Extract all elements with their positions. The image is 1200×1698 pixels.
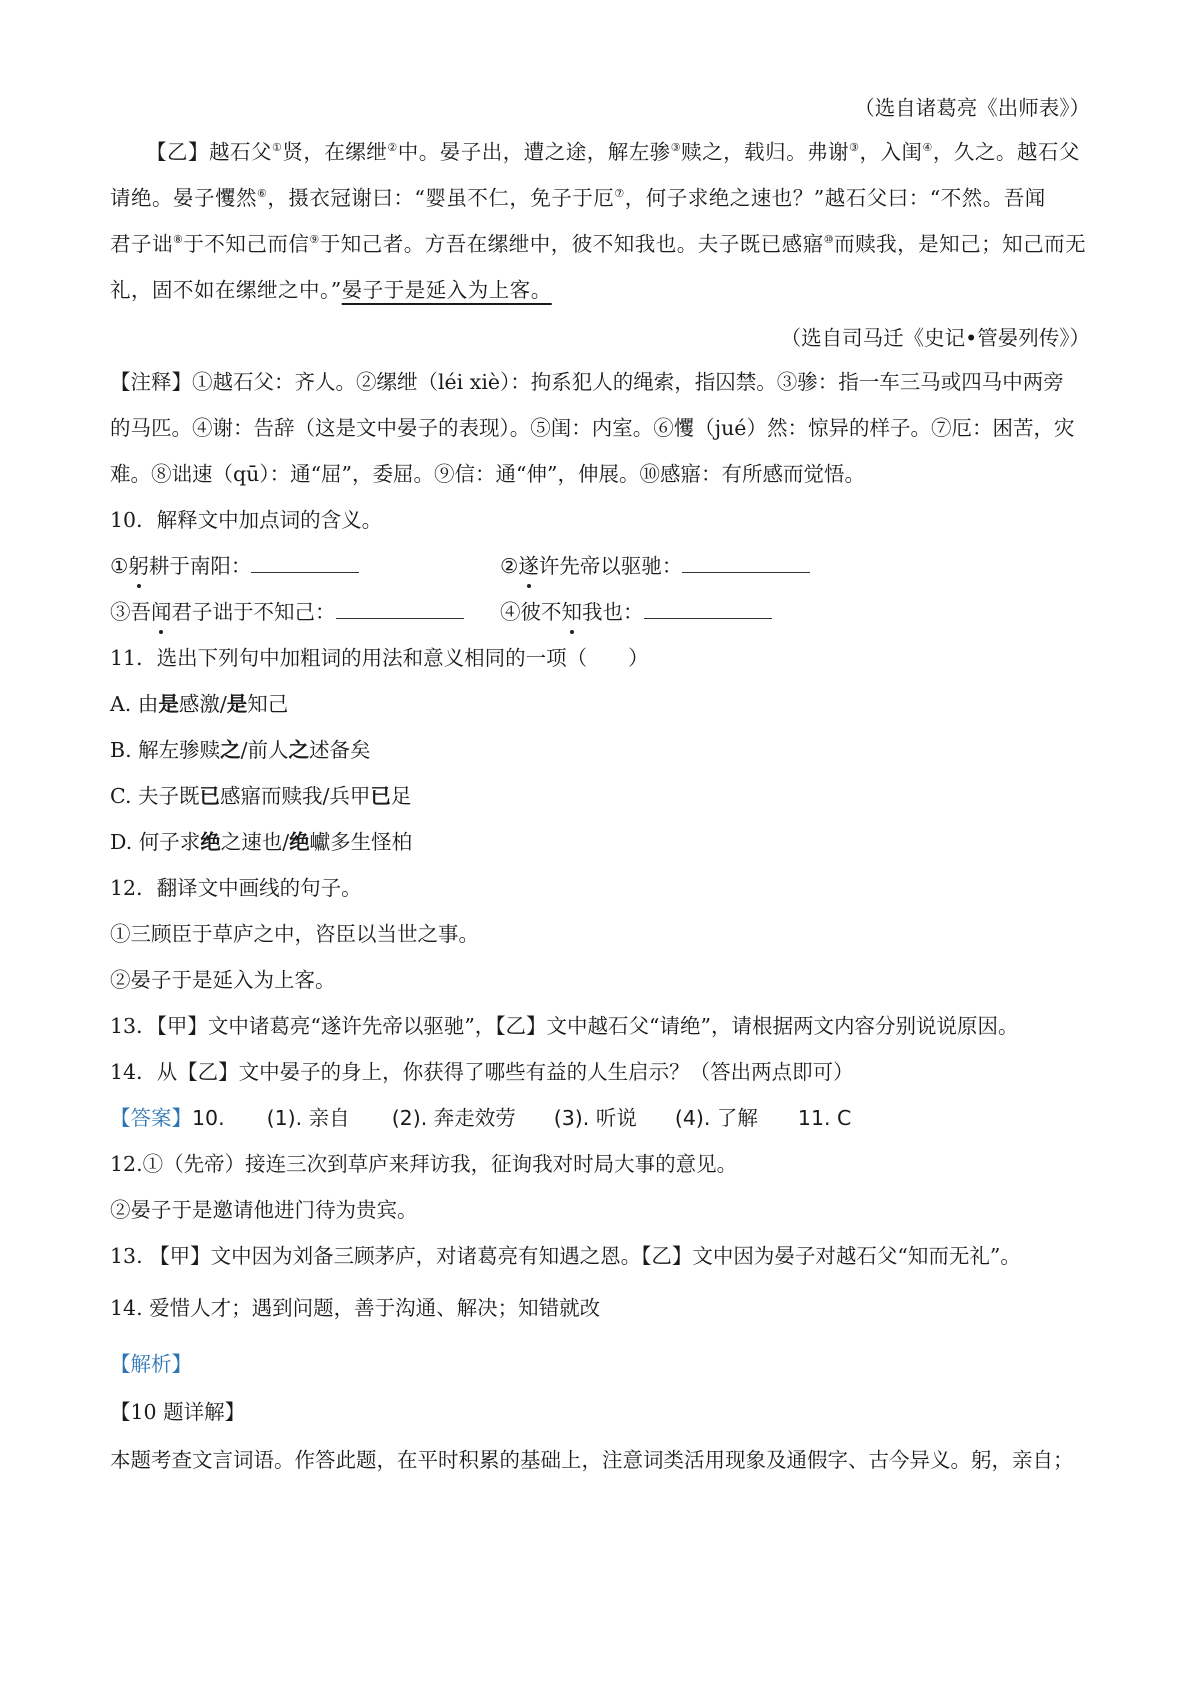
text-segment: ，入闺 (859, 140, 923, 164)
item-number: ① (110, 554, 129, 578)
option-text: 之速也/ (220, 830, 290, 854)
footnote-marker: ⑦ (614, 187, 625, 201)
analysis-text: 本题考查文言词语。作答此题，在平时积累的基础上，注意词类活用现象及通假字、古今异义。躬，亲自； (110, 1448, 1074, 1472)
option-text: A. 由 (110, 692, 159, 716)
analysis-label: 【解析】 (110, 1352, 192, 1376)
question-11-option-c[interactable] (110, 780, 411, 812)
item-text: 君子诎于不知己： (171, 600, 336, 624)
question-10-item-1 (110, 550, 359, 582)
answer-item: 11. C (797, 1106, 852, 1130)
bold-word: 已 (370, 784, 391, 808)
bold-word: 之 (220, 738, 241, 762)
bold-word: 是 (226, 692, 248, 716)
footnote-marker: ⑨ (309, 233, 320, 247)
option-text: 感寤而赎我/兵甲 (220, 784, 371, 808)
option-text: D. 何子求 (110, 830, 201, 854)
option-text: 述备矣 (309, 738, 371, 762)
item-number: ③吾 (110, 600, 151, 624)
answer-item: 10. (192, 1106, 225, 1130)
footnote-marker: ⑧ (173, 233, 184, 247)
text-segment: 君子诎 (110, 232, 173, 256)
answer-item: (2). 奔走效劳 (391, 1106, 516, 1130)
dotted-word: 遂 (518, 550, 539, 582)
passage-yi-line-1 (146, 136, 1080, 168)
bold-word: 之 (288, 738, 310, 762)
passage-yi-line-4 (110, 274, 552, 306)
underlined-sentence: 晏子于是延入为上客。 (341, 278, 552, 302)
option-text: B. 解左骖赎 (110, 738, 221, 762)
footnote-marker: ⑩ (823, 233, 835, 247)
bold-word: 绝 (200, 830, 221, 854)
text-segment: 赎之，载归。弗谢 (681, 140, 850, 164)
dotted-word: 闻 (151, 596, 172, 628)
item-text: 许先帝以驱驰： (538, 554, 683, 578)
answer-blank[interactable] (251, 552, 359, 573)
text-segment: 【乙】越石父 (146, 140, 272, 164)
text-segment: 贤，在缧绁 (282, 140, 388, 164)
text-segment: ，何子求绝之速也？”越石父曰：“不然。吾闻 (624, 186, 1046, 210)
analysis-subheading: 【10 题详解】 (110, 1400, 246, 1424)
option-text: 巘多生怪柏 (309, 830, 413, 854)
bold-word: 已 (199, 784, 220, 808)
answer-13: 13. 【甲】文中因为刘备三顾茅庐，对诸葛亮有知遇之恩。【乙】文中因为晏子对越石父“知而无礼”。 (110, 1244, 1021, 1268)
passage-yi-line-2 (110, 182, 1046, 214)
footnote-marker: ③ (670, 141, 682, 155)
question-10-title: 10．解释文中加点词的含义。 (110, 508, 383, 532)
answer-blank[interactable] (644, 598, 772, 619)
question-11-title: 11．选出下列句中加粗词的用法和意义相同的一项（ ） (110, 646, 649, 670)
footnote-marker: ④ (922, 141, 933, 155)
text-segment: 请绝。晏子戄然 (110, 186, 257, 210)
answer-12-line-1: 12.①（先帝）接连三次到草庐来拜访我，征询我对时局大事的意见。 (110, 1152, 738, 1176)
question-14: 14．从【乙】文中晏子的身上，你获得了哪些有益的人生启示？（答出两点即可） (110, 1060, 854, 1084)
text-segment: 中。晏子出，遭之途，解左骖 (397, 140, 671, 164)
bold-word: 是 (158, 692, 179, 716)
answer-12-line-2: ②晏子于是邀请他进门待为贵宾。 (110, 1198, 418, 1222)
question-12-sentence-1: ①三顾臣于草庐之中，咨臣以当世之事。 (110, 922, 479, 946)
source-citation-chushibiao: （选自诸葛亮《出师表》） (854, 96, 1090, 120)
question-11-option-a[interactable] (110, 688, 288, 720)
passage-yi-line-3 (110, 228, 1086, 260)
text-segment: 而赎我，是知己；知己而无 (834, 232, 1087, 256)
answer-item: (3). 听说 (553, 1106, 637, 1130)
question-12-title: 12．翻译文中画线的句子。 (110, 876, 362, 900)
answer-row (110, 1102, 851, 1134)
item-number: ② (500, 554, 519, 578)
footnote-marker: ① (272, 141, 283, 155)
question-11-option-d[interactable] (110, 826, 412, 858)
option-text: 知己 (247, 692, 289, 716)
bold-word: 绝 (289, 830, 310, 854)
notes-line-2: 的马匹。④谢：告辞（这是文中晏子的表现）。⑤闺：内室。⑥戄（jué）然：惊异的样子。⑦厄：困苦，灾 (110, 416, 1075, 440)
source-citation-shiji: （选自司马迁《史记•管晏列传》） (780, 326, 1090, 350)
footnote-marker: ② (387, 141, 398, 155)
question-11-option-b[interactable] (110, 734, 371, 766)
answer-label: 【答案】 (110, 1106, 192, 1130)
text-segment: 礼，固不如在缧绁之中。” (110, 278, 342, 302)
footnote-marker: ⑥ (257, 187, 268, 201)
question-10-item-3 (110, 596, 464, 628)
option-text: C. 夫子既 (110, 784, 200, 808)
answer-blank[interactable] (682, 552, 810, 573)
question-13: 13．【甲】文中诸葛亮“遂许先帝以驱驰”，【乙】文中越石父“请绝”，请根据两文内容分别说说原因。 (110, 1014, 1019, 1038)
question-10-item-2 (500, 550, 810, 582)
answer-14: 14. 爱惜人才；遇到问题，善于沟通、解决；知错就改 (110, 1296, 601, 1320)
option-text: 感激/ (178, 692, 227, 716)
dotted-word: 知 (562, 596, 583, 628)
option-text: /前人 (240, 738, 289, 762)
text-segment: ，摄衣冠谢曰：“婴虽不仁，免子于厄 (267, 186, 615, 210)
answer-item: (1). 亲自 (266, 1106, 350, 1130)
question-10-item-4 (500, 596, 772, 628)
item-number: ④彼不 (500, 600, 562, 624)
footnote-marker: ③ (849, 141, 860, 155)
notes-line-1: 【注释】①越石父：齐人。②缧绁（léi xiè）：拘系犯人的绳索，指囚禁。③骖：指一车三马或四马中两旁 (110, 370, 1064, 394)
item-text: 耕于南阳： (148, 554, 252, 578)
notes-line-3: 难。⑧诎速（qū）：通“屈”，委屈。⑨信：通“伸”，伸展。⑩感寤：有所感而觉悟。 (110, 462, 865, 486)
dotted-word: 躬 (128, 550, 149, 582)
text-segment: 于不知己而信 (183, 232, 310, 256)
text-segment: ，久之。越石父 (932, 140, 1080, 164)
option-text: 足 (390, 784, 412, 808)
answer-blank[interactable] (336, 598, 464, 619)
question-12-sentence-2: ②晏子于是延入为上客。 (110, 968, 336, 992)
answer-item: (4). 了解 (674, 1106, 758, 1130)
text-segment: 于知己者。方吾在缧绁中，彼不知我也。夫子既已感寤 (319, 232, 824, 256)
item-text: 我也： (582, 600, 644, 624)
